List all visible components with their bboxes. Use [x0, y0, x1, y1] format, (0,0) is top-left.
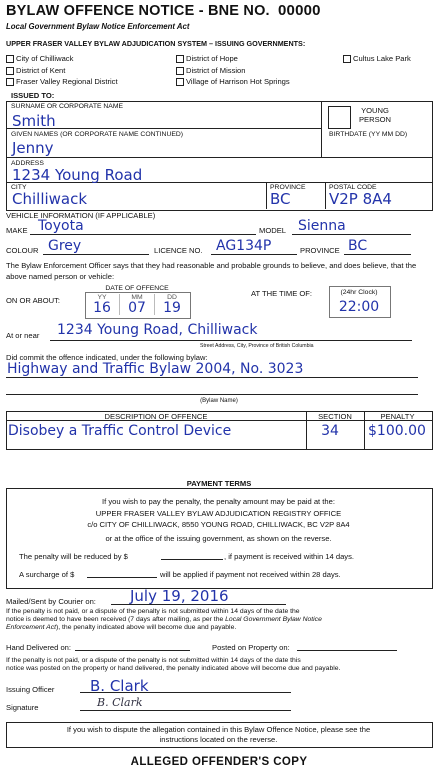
province-field[interactable]: BC — [270, 190, 291, 208]
postal-code-label: POSTAL CODE — [329, 184, 377, 191]
bylaw-field[interactable]: Highway and Traffic Bylaw 2004, No. 3023 — [7, 361, 304, 377]
penalty-header: PENALTY — [380, 412, 415, 421]
model-underline — [292, 234, 411, 235]
bylaw-underline — [6, 377, 418, 378]
mailed-date-field[interactable]: July 19, 2016 — [130, 587, 229, 605]
hand-delivered-label: Hand Delivered on: — [6, 643, 72, 652]
checkbox-kent[interactable] — [6, 67, 14, 75]
checkbox-mission[interactable] — [176, 67, 184, 75]
mail-note-line — [6, 624, 434, 632]
mailed-label: Mailed/Sent by Courier on: — [6, 597, 96, 606]
checkbox-chilliwack[interactable] — [6, 55, 14, 63]
day-field[interactable]: 19 — [163, 300, 181, 316]
colour-field[interactable]: Grey — [48, 238, 82, 254]
gov-label: District of Kent — [16, 65, 66, 75]
province-label: PROVINCE — [270, 184, 306, 191]
city-label: CITY — [11, 184, 27, 191]
gov-label: Village of Harrison Hot Springs — [186, 76, 290, 86]
colour-label: COLOUR — [6, 246, 39, 255]
checkbox-harrison[interactable] — [176, 78, 184, 86]
mail-note — [6, 608, 434, 632]
address-field[interactable]: 1234 Young Road — [12, 166, 143, 184]
signature-underline — [80, 710, 291, 711]
young-person-checkbox[interactable] — [328, 106, 351, 129]
birthdate-label: BIRTHDATE (YY MM DD) — [329, 131, 408, 138]
copy-label: ALLEGED OFFENDER'S COPY — [130, 756, 308, 768]
gov-label: Fraser Valley Regional District — [16, 76, 118, 86]
location-field[interactable]: 1234 Young Road, Chilliwack — [57, 322, 258, 338]
payment-line-3: c/o CITY OF CHILLIWACK, 8550 YOUNG ROAD, CHILLIWACK, BC V2P 8A4 — [87, 520, 350, 529]
young-person-label: YOUNG PERSON — [358, 106, 392, 124]
vehicle-province-underline — [344, 254, 411, 255]
reduction-text: The penalty will be reduced by $ — [19, 552, 128, 561]
bylaw-intro: Did commit the offence indicated, under the following bylaw: — [6, 353, 208, 362]
year-field[interactable]: 16 — [93, 300, 111, 316]
surname-label: SURNAME OR CORPORATE NAME — [11, 103, 124, 110]
location-caption: Street Address, City, Province of British Columbia — [200, 343, 314, 349]
location-underline — [50, 340, 412, 341]
given-names-label: GIVEN NAMES (OR CORPORATE NAME CONTINUED) — [11, 131, 184, 138]
given-names-field[interactable]: Jenny — [12, 139, 54, 157]
dispute-line-2: instructions located on the reverse. — [159, 735, 278, 744]
checkbox-hope[interactable] — [176, 55, 184, 63]
make-field[interactable]: Toyota — [38, 218, 84, 234]
mail-note-line: If the penalty is not paid, or a dispute of the penalty is not submitted within 14 days of the date the — [6, 608, 300, 615]
checkbox-fvrd[interactable] — [6, 78, 14, 86]
gov-label: Cultus Lake Park — [353, 53, 411, 63]
gov-label: District of Mission — [186, 65, 246, 75]
at-or-near-label: At or near — [6, 331, 40, 340]
payment-line-4: or at the office of the issuing government, as shown on the reverse. — [105, 534, 332, 543]
act-name: Enforcement Act — [6, 624, 56, 631]
payment-line-1: If you wish to pay the penalty, the penalty amount may be paid at the: — [102, 497, 335, 506]
payment-line-2: UPPER FRASER VALLEY BYLAW ADJUDICATION REGISTRY OFFICE — [95, 509, 342, 518]
belief-statement: The Bylaw Enforcement Officer says that they had reasonable and probable grounds to believe, and does believe, that the above named person or vehicle: — [6, 261, 417, 281]
make-label: MAKE — [6, 226, 28, 235]
signature-label: Signature — [6, 703, 39, 712]
surcharge-amount-line[interactable] — [87, 577, 157, 578]
issuing-officer-label: Issuing Officer — [6, 685, 55, 694]
system-heading: UPPER FRASER VALLEY BYLAW ADJUDICATION SYSTEM – ISSUING GOVERNMENTS: — [6, 39, 306, 48]
city-field[interactable]: Chilliwack — [12, 190, 88, 208]
model-label: MODEL — [259, 226, 287, 235]
model-field[interactable]: Sienna — [298, 218, 346, 234]
posted-label: Posted on Property on: — [212, 643, 290, 652]
gov-label: City of Chilliwack — [16, 53, 74, 63]
signature-image: B. Clark — [97, 696, 143, 709]
divider — [266, 182, 267, 209]
divider — [321, 101, 322, 158]
mail-note-text: ), the penalty indicated above will become due and payable. — [56, 624, 237, 631]
issuing-officer-field[interactable]: B. Clark — [90, 677, 149, 695]
surname-field[interactable]: Smith — [12, 112, 56, 130]
on-or-about-label: ON OR ABOUT: — [6, 296, 61, 305]
mail-note-line — [6, 616, 434, 624]
issued-to-label: ISSUED TO: — [11, 91, 55, 100]
licence-label: LICENCE NO. — [154, 246, 203, 255]
mail-note-text: notice is deemed to have been received (7 days after mailing, as per the — [6, 616, 226, 623]
colour-underline — [43, 254, 149, 255]
licence-field[interactable]: AG134P — [216, 238, 272, 254]
hand-note — [6, 657, 434, 673]
mm-label: MM — [131, 294, 143, 301]
licence-underline — [211, 254, 297, 255]
gov-label: District of Hope — [186, 53, 238, 63]
clock-label: (24hr Clock) — [340, 289, 378, 296]
divider — [6, 157, 432, 158]
surcharge-text: A surcharge of $ — [19, 570, 75, 579]
divider — [325, 182, 326, 209]
section-header: SECTION — [318, 412, 352, 421]
time-label: AT THE TIME OF: — [251, 289, 313, 298]
bylaw-caption: (Bylaw Name) — [200, 398, 238, 404]
notice-number: 00000 — [278, 2, 321, 19]
form-title-text: BYLAW OFFENCE NOTICE - BNE NO. — [6, 3, 270, 19]
checkbox-cultus-lake[interactable] — [343, 55, 351, 63]
hand-note-line: If the penalty is not paid, or a dispute of the penalty is not submitted within 14 days of the date this — [6, 657, 301, 664]
offence-description-field[interactable]: Disobey a Traffic Control Device — [8, 423, 232, 439]
hand-note-line: notice was posted on the property or hand delivered, the penalty indicated above will become due and payable. — [6, 665, 341, 672]
form-title — [6, 2, 321, 19]
vehicle-province-label: PROVINCE — [300, 246, 340, 255]
date-of-offence-label: DATE OF OFFENCE — [105, 285, 169, 292]
reduction-text-end: , if payment is received within 14 days. — [224, 552, 354, 561]
description-header: DESCRIPTION OF OFFENCE — [104, 412, 208, 421]
month-field[interactable]: 07 — [128, 300, 146, 316]
vehicle-info-label: VEHICLE INFORMATION (IF APPLICABLE) — [6, 211, 156, 220]
payment-terms-heading: PAYMENT TERMS — [186, 479, 252, 488]
yy-label: YY — [97, 294, 107, 301]
make-underline — [30, 234, 256, 235]
vehicle-province-field[interactable]: BC — [348, 238, 368, 254]
posted-field[interactable] — [297, 650, 397, 651]
surcharge-text-end: will be applied if payment not received within 28 days. — [160, 570, 341, 579]
postal-code-field[interactable]: V2P 8A4 — [329, 190, 392, 208]
dispute-line-1: If you wish to dispute the allegation contained in this Bylaw Offence Notice, please see the — [66, 725, 371, 734]
bylaw-underline-2 — [6, 394, 418, 395]
act-name: Local Government Bylaw Notice — [225, 616, 322, 623]
reduction-amount-line[interactable] — [161, 559, 223, 560]
form-subtitle: Local Government Bylaw Notice Enforcement Act — [6, 22, 190, 31]
time-field[interactable]: 22:00 — [338, 299, 380, 315]
penalty-field[interactable]: $100.00 — [368, 423, 426, 439]
dd-label: DD — [167, 294, 177, 301]
hand-delivered-field[interactable] — [75, 650, 190, 651]
address-label: ADDRESS — [11, 160, 44, 167]
section-field[interactable]: 34 — [321, 423, 339, 439]
